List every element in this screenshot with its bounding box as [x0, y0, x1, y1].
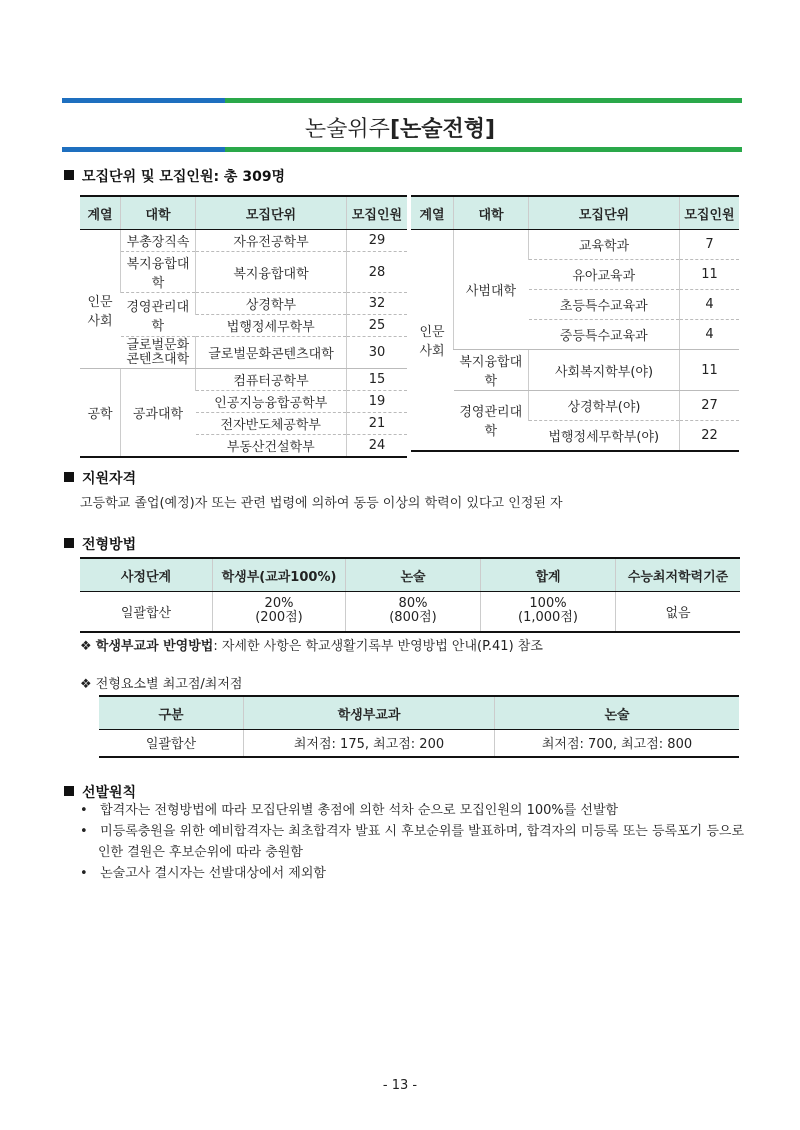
col-header: 대학 — [121, 196, 196, 230]
count-cell: 15 — [347, 369, 408, 391]
diamond-bullet-icon: ❖ — [80, 639, 92, 654]
recruit-table-right — [411, 195, 739, 452]
college-cell: 경영관리대학 — [454, 391, 529, 451]
count-cell: 25 — [347, 315, 408, 337]
note-score-range: ❖ 전형요소별 최고점/최저점 — [80, 677, 243, 692]
unit-cell: 중등특수교육과 — [529, 320, 680, 350]
count-cell: 4 — [680, 290, 740, 320]
list-item: • 합격자는 전형방법에 따라 모집단위별 총점에 의한 석차 순으로 모집인원의 100%를 선발함 — [80, 803, 619, 818]
section-method: 전형방법 — [64, 534, 136, 554]
col-header: 모집인원 — [347, 196, 408, 230]
college-cell: 경영관리대학 — [121, 293, 196, 337]
col-header: 학생부(교과100%) — [213, 558, 346, 592]
unit-cell: 부동산건설학부 — [196, 435, 347, 458]
count-cell: 29 — [347, 230, 408, 252]
count-cell: 32 — [347, 293, 408, 315]
section-qualify: 지원자격 — [64, 468, 136, 488]
count-cell: 27 — [680, 391, 740, 421]
unit-cell: 법행정세무학부 — [196, 315, 347, 337]
blank-cell — [80, 230, 121, 252]
section-recruit: 모집단위 및 모집인원: 총 309명 — [64, 166, 285, 186]
page-number: - 13 - — [382, 1078, 418, 1093]
unit-cell: 전자반도체공학부 — [196, 413, 347, 435]
col-header: 학생부교과 — [244, 696, 495, 730]
college-cell: 부총장직속 — [121, 230, 196, 252]
unit-cell: 상경학부(야) — [529, 391, 680, 421]
square-bullet-icon — [64, 786, 74, 796]
list-item: • 미등록충원을 위한 예비합격자는 최초합격자 발표 시 후보순위를 발표하며, 합격자의 미등록 또는 등록포기 등으로 인한 결원은 후보순위에 따라 충원함 — [80, 824, 745, 860]
count-cell: 21 — [347, 413, 408, 435]
unit-cell: 글로벌문화콘텐츠대학 — [196, 337, 347, 369]
college-cell: 글로벌문화 콘텐츠대학 — [121, 337, 196, 369]
score-cell: 최저점: 700, 최고점: 800 — [495, 730, 740, 757]
count-cell: 30 — [347, 337, 408, 369]
count-cell: 19 — [347, 391, 408, 413]
college-cell: 복지융합대학 — [121, 252, 196, 293]
method-cell: 없음 — [616, 592, 741, 632]
college-cell: 공과대학 — [121, 369, 196, 458]
title-top-bar — [62, 98, 742, 103]
col-header: 수능최저학력기준 — [616, 558, 741, 592]
unit-cell: 컴퓨터공학부 — [196, 369, 347, 391]
unit-cell: 교육학과 — [529, 230, 680, 260]
list-item: • 논술고사 결시자는 선발대상에서 제외함 — [80, 866, 326, 881]
method-table — [80, 557, 740, 633]
unit-cell: 자유전공학부 — [196, 230, 347, 252]
score-table — [99, 695, 739, 758]
section-select: 선발원칙 — [64, 782, 136, 802]
square-bullet-icon — [64, 170, 74, 180]
col-header: 모집단위 — [529, 196, 680, 230]
unit-cell: 유아교육과 — [529, 260, 680, 290]
col-header: 계열 — [411, 196, 454, 230]
col-header: 모집단위 — [196, 196, 347, 230]
count-cell: 11 — [680, 260, 740, 290]
unit-cell: 법행정세무학부(야) — [529, 421, 680, 451]
field-cell: 인문 사회 — [411, 230, 454, 451]
method-cell: 80% (800점) — [346, 592, 481, 632]
col-header: 사정단계 — [80, 558, 213, 592]
count-cell: 28 — [347, 252, 408, 293]
score-cell: 일괄합산 — [99, 730, 244, 757]
method-cell: 100% (1,000점) — [481, 592, 616, 632]
col-header: 대학 — [454, 196, 529, 230]
unit-cell: 사회복지학부(야) — [529, 350, 680, 391]
unit-cell: 상경학부 — [196, 293, 347, 315]
col-header: 모집인원 — [680, 196, 740, 230]
college-cell: 사범대학 — [454, 230, 529, 350]
count-cell: 4 — [680, 320, 740, 350]
col-header: 계열 — [80, 196, 121, 230]
count-cell: 11 — [680, 350, 740, 391]
col-header: 합계 — [481, 558, 616, 592]
count-cell: 24 — [347, 435, 408, 458]
unit-cell: 복지융합대학 — [196, 252, 347, 293]
recruit-table-left — [80, 195, 407, 458]
select-list — [80, 800, 760, 884]
college-cell: 복지융합대학 — [454, 350, 529, 391]
unit-cell: 인공지능융합공학부 — [196, 391, 347, 413]
count-cell: 22 — [680, 421, 740, 451]
count-cell: 7 — [680, 230, 740, 260]
field-cell: 인문 사회 — [80, 252, 121, 369]
title-bottom-bar — [62, 147, 742, 152]
col-header: 논술 — [346, 558, 481, 592]
square-bullet-icon — [64, 472, 74, 482]
method-cell: 20% (200점) — [213, 592, 346, 632]
col-header: 구분 — [99, 696, 244, 730]
square-bullet-icon — [64, 538, 74, 548]
note-grade-method: ❖ 학생부교과 반영방법: 자세한 사항은 학교생활기록부 반영방법 안내(P.41) 참조 — [80, 639, 543, 654]
field-cell: 공학 — [80, 369, 121, 458]
qualify-text: 고등학교 졸업(예정)자 또는 관련 법령에 의하여 동등 이상의 학력이 있다고 인정된 자 — [80, 496, 563, 511]
method-cell: 일괄합산 — [80, 592, 213, 632]
col-header: 논술 — [495, 696, 740, 730]
unit-cell: 초등특수교육과 — [529, 290, 680, 320]
score-cell: 최저점: 175, 최고점: 200 — [244, 730, 495, 757]
page-title: 논술위주[논술전형] — [304, 117, 496, 142]
diamond-bullet-icon: ❖ — [80, 677, 92, 692]
